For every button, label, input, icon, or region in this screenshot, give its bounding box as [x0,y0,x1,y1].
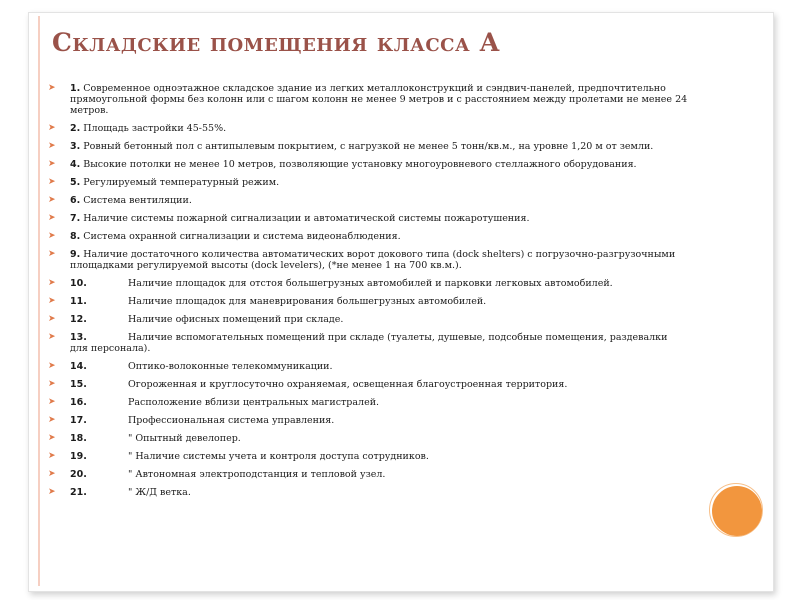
list-item [48,296,688,307]
arrow-bullet-icon: ➤ [48,433,56,443]
list-item [48,278,688,289]
item-number: 17. [70,415,87,426]
arrow-bullet-icon: ➤ [48,213,56,223]
item-number: 18. [70,433,87,444]
item-text: " Наличие системы учета и контроля доступа сотрудников. [128,451,429,462]
item-text: Профессиональная система управления. [128,415,335,426]
item-text: Наличие вспомогательных помещений при складе (туалеты, душевые, подсобные помещения, раздевалки для персонала). [70,332,668,354]
item-number: 1. [70,83,81,94]
item-number: 11. [70,296,87,307]
arrow-bullet-icon: ➤ [48,195,56,205]
list-item [48,83,688,116]
arrow-bullet-icon: ➤ [48,487,56,497]
slide-title: Складские помещения класса А [52,28,501,57]
list-item [48,314,688,325]
item-text: Современное одноэтажное складское здание из легких металлоконструкций и сэндвич-панелей, предпочтительно прямоугольной формы без колонн или с шагом колонн не менее 9 метров и с расстоянием между пролетами не менее 24 метров. [70,83,688,116]
arrow-bullet-icon: ➤ [48,361,56,371]
list-item [48,195,688,206]
item-text: Огороженная и круглосуточно охраняемая, освещенная благоустроенная территория. [128,379,568,390]
item-number: 14. [70,361,87,372]
item-text: Система охранной сигнализации и система видеонаблюдения. [83,231,401,242]
item-text: Площадь застройки 45-55%. [83,123,227,134]
arrow-bullet-icon: ➤ [48,231,56,241]
arrow-bullet-icon: ➤ [48,332,56,342]
item-text: Оптико-волоконные телекоммуникации. [128,361,333,372]
arrow-bullet-icon: ➤ [48,159,56,169]
item-number: 4. [70,159,81,170]
item-number: 10. [70,278,87,289]
item-number: 13. [70,332,87,343]
item-number: 6. [70,195,81,206]
list-item [48,397,688,408]
list-item [48,249,688,271]
item-number: 16. [70,397,87,408]
decorative-circle [712,486,762,536]
list-item [48,177,688,188]
list-item [48,159,688,170]
arrow-bullet-icon: ➤ [48,123,56,133]
item-text: Наличие площадок для маневрирования большегрузных автомобилей. [128,296,487,307]
item-text: Наличие системы пожарной сигнализации и автоматической системы пожаротушения. [83,213,530,224]
requirements-list [48,83,688,505]
item-text: " Автономная электроподстанция и тепловой узел. [128,469,386,480]
list-item [48,433,688,444]
arrow-bullet-icon: ➤ [48,177,56,187]
list-item [48,332,688,354]
arrow-bullet-icon: ➤ [48,314,56,324]
left-accent-stripe [38,16,40,586]
arrow-bullet-icon: ➤ [48,83,56,93]
arrow-bullet-icon: ➤ [48,141,56,151]
item-number: 19. [70,451,87,462]
item-text: Наличие офисных помещений при складе. [128,314,344,325]
item-number: 9. [70,249,81,260]
item-text: Ровный бетонный пол с антипылевым покрытием, с нагрузкой не менее 5 тонн/кв.м., на уровне 1,20 м от земли. [83,141,654,152]
list-item [48,469,688,480]
arrow-bullet-icon: ➤ [48,469,56,479]
item-text: Наличие площадок для отстоя большегрузных автомобилей и парковки легковых автомобилей. [128,278,613,289]
list-item [48,415,688,426]
arrow-bullet-icon: ➤ [48,379,56,389]
item-text: Высокие потолки не менее 10 метров, позволяющие установку многоуровневого стеллажного оборудования. [83,159,637,170]
item-number: 12. [70,314,87,325]
list-item [48,123,688,134]
list-item [48,361,688,372]
item-number: 8. [70,231,81,242]
list-item [48,451,688,462]
list-item [48,231,688,242]
item-number: 20. [70,469,87,480]
item-number: 21. [70,487,87,498]
arrow-bullet-icon: ➤ [48,451,56,461]
arrow-bullet-icon: ➤ [48,397,56,407]
item-text: Регулируемый температурный режим. [83,177,280,188]
list-item [48,141,688,152]
item-text: Система вентиляции. [83,195,192,206]
arrow-bullet-icon: ➤ [48,249,56,259]
arrow-bullet-icon: ➤ [48,415,56,425]
item-number: 2. [70,123,81,134]
list-item [48,487,688,498]
arrow-bullet-icon: ➤ [48,278,56,288]
item-number: 15. [70,379,87,390]
item-number: 3. [70,141,81,152]
item-text: Расположение вблизи центральных магистралей. [128,397,380,408]
item-text: Наличие достаточного количества автоматических ворот докового типа (dock shelters) с погрузочно-разгрузочными площадками регулируемой высоты (dock levelers), (*не менее 1 на 700 кв.м.). [70,249,676,271]
list-item [48,379,688,390]
list-item [48,213,688,224]
item-number: 5. [70,177,81,188]
item-number: 7. [70,213,81,224]
arrow-bullet-icon: ➤ [48,296,56,306]
item-text: " Ж/Д ветка. [128,487,191,498]
item-text: " Опытный девелопер. [128,433,241,444]
